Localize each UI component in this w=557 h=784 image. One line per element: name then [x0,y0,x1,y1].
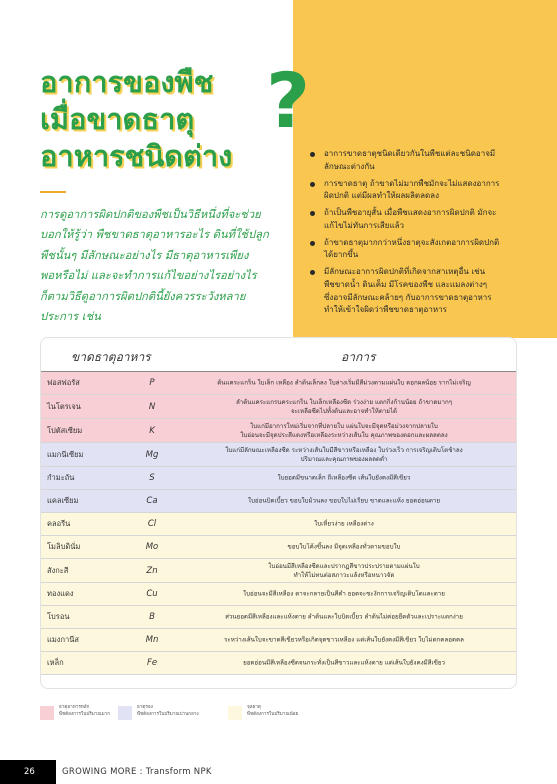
legend-swatch [118,706,132,720]
page-number-box [0,760,56,784]
table-row [41,606,516,629]
title-line-2: เมื่อขาดธาตุ [40,102,195,136]
symptom-description [175,590,513,599]
symptom-line: ขอบใบโค้งขึ้นลง มีจุดเหลืองทั่วตามขอบใบ [287,543,401,551]
nutrient-symbol: K [149,425,155,436]
table-row [41,467,516,490]
intro-line: พอหรือไม่ และจะทำการแก้ไขอย่างไรอย่างไร [40,269,257,283]
symptom-description [175,446,513,464]
bullet-text-line: มีลักษณะอาการผิดปกติที่เกิดจากสาเหตุอื่น เช่น [324,267,486,277]
nutrient-name: ไนโตรเจน [47,401,81,411]
intro-line: การดูอาการผิดปกติของพืชเป็นวิธีหนึ่งที่จะช่วย [40,208,261,221]
bullet-item [310,266,538,316]
table-row [41,629,516,652]
symptom-line: ต้นแคระแกร็น ใบเล็ก เหลือง ลำต้นเล็กลง ใบล่างเริ่มมีสีม่วงตามแผ่นใบ ดอกผลน้อย รากไม่เจริญ [217,379,471,387]
legend-line: พืชต้องการในปริมาณปานกลาง [137,712,199,718]
symptom-line: ส่วนยอดมีสีเหลืองและแห้งตาย ลำต้นและใบบิดเบี้ยว ลำต้นไม่ค่อยยืดตัวและเปราะแตกง่าย [225,613,463,621]
question-mark-icon: ? [265,56,311,145]
legend-swatch [40,706,54,720]
nutrient-name: คลอรีน [47,519,71,528]
footer-publication: GROWING MORE : Transform NPK [62,767,212,777]
bullet-text-line: อาการขาดธาตุชนิดเดียวกันในพืชแต่ละชนิดอาจมี [324,149,496,158]
bullet-dot-icon [310,211,315,216]
nutrient-symbol: Ca [146,496,158,506]
nutrient-symbol: S [149,473,155,483]
intro-line: พืชนั้นๆ มีลักษณะอย่างไร มีธาตุอาหารเพียง [40,248,249,262]
nutrient-symbol: Cl [147,519,157,529]
nutrient-symbol: P [149,378,155,388]
color-legend [40,704,520,724]
symptom-line: ใบอ่อนมีสีเหลืองซีดและปรากฏสีขาวประปรายตามแผ่นใบ [268,562,420,570]
nutrient-name: กำมะถัน [47,473,75,482]
bullet-item [310,148,538,173]
title-divider [40,191,66,193]
bullet-text-line: ผิดปกติ แต่มีผลทำให้ผลผลิตลดลง [324,191,439,201]
symptom-description [175,379,513,388]
symptom-description [175,636,513,645]
symptom-description [175,474,513,483]
nutrient-symbol: Cu [146,589,158,599]
nutrient-name: ฟอสฟอรัส [47,378,80,387]
symptom-description [175,613,513,622]
symptom-description [175,543,513,552]
page-number: 26 [24,767,35,777]
nutrient-name: แคลเซียม [47,496,79,505]
nutrient-name: ทองแดง [47,589,74,598]
legend-line: พืชต้องการในปริมาณมาก [59,712,110,718]
legend-swatch [228,706,242,720]
table-row [41,536,516,559]
bullet-text-line: แก้ไขไม่ทันการเสียแล้ว [324,220,405,230]
nutrient-symbol: Mo [145,542,159,552]
symptom-line: ใบอ่อนจะมีสีเหลือง ตาจะกลายเป็นสีดำ ยอดจะชะงักการเจริญเติบโตและตาย [243,590,445,598]
bullet-dot-icon [310,241,315,246]
bullet-text-line: ได้ยากขึ้น [324,250,359,260]
table-row [41,559,516,583]
bullet-text-line: ถ้าเป็นพืชอายุสั้น เมื่อพืชแสดงอาการผิดปกติ มักจะ [324,208,497,218]
page-title [40,64,290,175]
symptom-line: ทำให้ไม่ทนต่อสภาวะแล้งหรือหนาวจัด [293,571,395,579]
table-header [41,338,516,372]
bullet-text-line: การขาดธาตุ ถ้าขาดไม่มากพืชมักจะไม่แสดงอาการ [324,178,500,188]
symptom-line: ใบอ่อนบิดเบี้ยว ขอบใบม้วนลง ขอบใบไม่เรียบ ขาดและแห้ง ยอดอ่อนตาย [247,497,441,505]
table-row [41,443,516,467]
title-line-1: อาการของพืช [40,65,214,99]
nutrient-symbol: Mn [145,635,159,645]
deficiency-table [40,337,517,689]
symptom-line: ลำต้นแคระแกรนคระแกร็น ใบเล็กเหลืองซีด ร่วงง่าย แตกกิ่งก้านน้อย ถ้าขาดมากๆ [235,398,453,406]
symptom-line: ใบยอดมีขนาดเล็ก ถีเหลืองซีด เส้นใบยังคงมีสีเขียว [277,474,411,482]
bullet-item [310,207,538,232]
symptom-description [175,520,513,529]
nutrient-symbol: B [149,612,155,622]
intro-paragraph [40,205,285,327]
nutrient-name: สังกะสี [47,565,69,575]
table-row [41,583,516,606]
intro-line: ก็ตามวิธีดูอาการผิดปกตินี้ยังควรระวังหลาย [40,289,246,303]
caution-bullet-list [310,148,538,321]
legend-label [247,704,367,718]
nutrient-name: โบรอน [47,612,70,621]
symptom-description [175,422,513,440]
bullet-dot-icon [310,182,315,187]
table-row [41,652,516,675]
table-row [41,372,516,395]
bullet-item [310,178,538,203]
symptom-line: ใบแก่มีลักษณะเหลืองซีด ระหว่างเส้นใบมีสีขาวหรือเหลือง ใบร่วงเร็ว การเจริญเติบโตช้าลง [225,446,463,454]
symptom-description [175,562,513,580]
table-row [41,513,516,536]
symptom-line: ใบแก่มีอาการใหม่เริ่มจากที่ปลายใบ แผ่นใบจะมีจุดหรือม่วงจากปลายใบ [250,422,438,430]
page-footer [0,760,557,784]
symptom-line: ใบอ่อนจะมีจุดประสีแดงหรือเหลืองระหว่างเส้นใบ คุณภาพของดอกและผลลดลง [240,431,448,439]
nutrient-name: แมงกานีส [47,635,79,644]
nutrient-symbol: Fe [146,658,158,668]
bullet-dot-icon [310,270,315,275]
nutrient-symbol: N [148,401,156,412]
bullet-text-line: พืชขาดน้ำ ดินเค็ม มีโรคของพืช และแมลงต่างๆ [324,279,488,289]
nutrient-symbol: Mg [145,449,159,460]
nutrient-name: โปตัสเซียม [47,425,83,435]
symptom-line: ระหว่างเส้นใบจะขาดสีเขียวหรือเกิดจุดขาวเหลือง แต่เส้นใบยังคงมีสีเขียว ใบไม่ตกคลอดคล [224,636,464,644]
symptom-description [175,497,513,506]
bullet-text-line: ถ้าขาดธาตุมากกว่าหนึ่งธาตุจะสังเกตอาการผิดปกติ [324,237,500,247]
title-line-3: อาหารชนิดต่าง [40,139,233,173]
symptom-description [175,398,513,416]
symptom-line: ยอดอ่อนมีสีเหลืองซีดจนกระทั่งเป็นสีขาวและแห้งตาย แต่เส้นใบยังคงมีสีเขียว [243,659,445,667]
table-row [41,395,516,419]
bullet-item [310,237,538,262]
nutrient-name: เหล็ก [47,658,64,667]
symptom-line: ปริมาณและคุณภาพของผลลดต่ำ [300,455,388,463]
table-row [41,490,516,513]
symptom-line: จะเหลือซีดไปทั้งต้นและอาจทำให้ตายได้ [290,407,398,415]
bullet-text-line: ทำให้เข้าใจผิดว่าพืชขาดธาตุอาหาร [324,305,447,315]
table-row [41,419,516,443]
header-nutrient: ขาดธาตุอาหาร [71,350,151,364]
legend-line: จุลธาตุ [247,705,261,710]
legend-line: พืชต้องการในปริมาณน้อย [247,712,299,718]
intro-line: บอกให้รู้ว่า พืชขาดธาตุอาหารอะไร ดินที่ใช้ปลูก [40,228,269,242]
header-symptom: อาการ [341,350,376,364]
legend-line: ธาตุอาหารหลัก [59,705,90,710]
nutrient-name: โมลิบดินั่ม [47,542,81,551]
legend-line: ธาตุรอง [137,705,153,710]
nutrient-symbol: Zn [146,565,158,576]
bullet-dot-icon [310,152,315,157]
nutrient-name: แมกนีเซียม [47,449,84,459]
bullet-text-line: ซึ่งอาจมีลักษณะคล้ายๆ กับอาการขาดธาตุอาหาร [324,292,492,302]
intro-line: ประการ เช่น [40,310,101,324]
bullet-text-line: ลักษณะต่างกัน [324,161,375,171]
symptom-description [175,659,513,668]
symptom-line: ใบเหี่ยวง่าย เหลืองด่าง [314,520,374,528]
